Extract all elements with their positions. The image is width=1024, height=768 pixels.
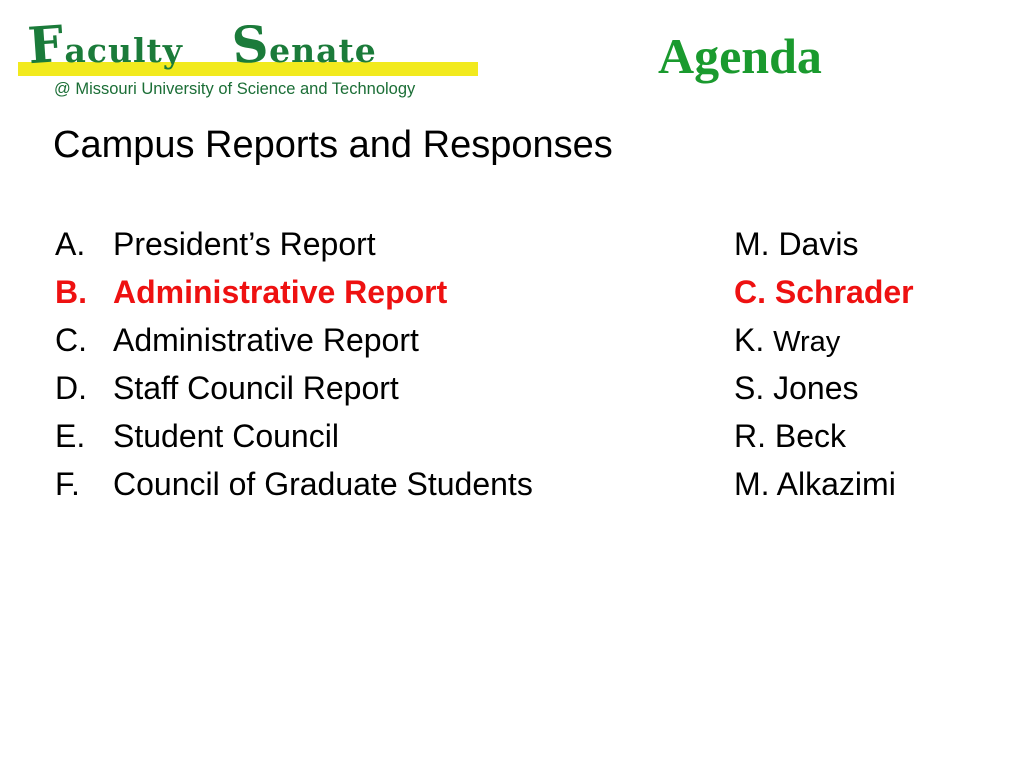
agenda-letter: D.: [55, 370, 87, 406]
agenda-letter: B.: [55, 274, 87, 310]
agenda-row-c: [55, 316, 1015, 364]
agenda-row-e: [55, 412, 1015, 460]
agenda-item: Administrative Report: [113, 274, 448, 310]
agenda-letter: C.: [55, 322, 87, 358]
agenda-item: Council of Graduate Students: [113, 466, 533, 502]
agenda-letter: A.: [55, 226, 86, 262]
logo-word-senate: [229, 13, 377, 76]
logo-senate-initial: S: [229, 13, 272, 76]
agenda-item: Staff Council Report: [113, 370, 399, 406]
agenda-row-b: [55, 268, 1015, 316]
agenda-letter: F.: [55, 466, 80, 502]
agenda-presenter: [734, 316, 840, 366]
agenda-row-a: [55, 220, 1015, 268]
agenda-presenter: S. Jones: [734, 370, 859, 406]
agenda-row-d: [55, 364, 1015, 412]
faculty-senate-logo: [18, 13, 480, 104]
agenda-presenter: M. Alkazimi: [734, 466, 896, 502]
logo-subtitle: @ Missouri University of Science and Technology: [54, 80, 416, 98]
logo-faculty-rest: aculty: [64, 31, 183, 70]
agenda-presenter: M. Davis: [734, 226, 859, 262]
agenda-item: Student Council: [113, 418, 339, 454]
agenda-row-f: [55, 460, 1015, 508]
agenda-list: [55, 220, 1015, 508]
logo-senate-rest: enate: [269, 31, 377, 70]
agenda-presenter-name: Wray: [773, 326, 841, 358]
agenda-presenter: C. Schrader: [734, 274, 914, 310]
section-heading: Campus Reports and Responses: [53, 124, 613, 166]
logo-word-faculty: [25, 13, 183, 76]
agenda-item: President’s Report: [113, 226, 376, 262]
agenda-item: Administrative Report: [113, 322, 419, 358]
slide-title: Agenda: [658, 28, 822, 84]
logo-faculty-initial: F: [25, 13, 67, 76]
agenda-letter: E.: [55, 418, 86, 454]
agenda-presenter: R. Beck: [734, 418, 847, 454]
agenda-presenter-initial: K.: [734, 322, 765, 358]
